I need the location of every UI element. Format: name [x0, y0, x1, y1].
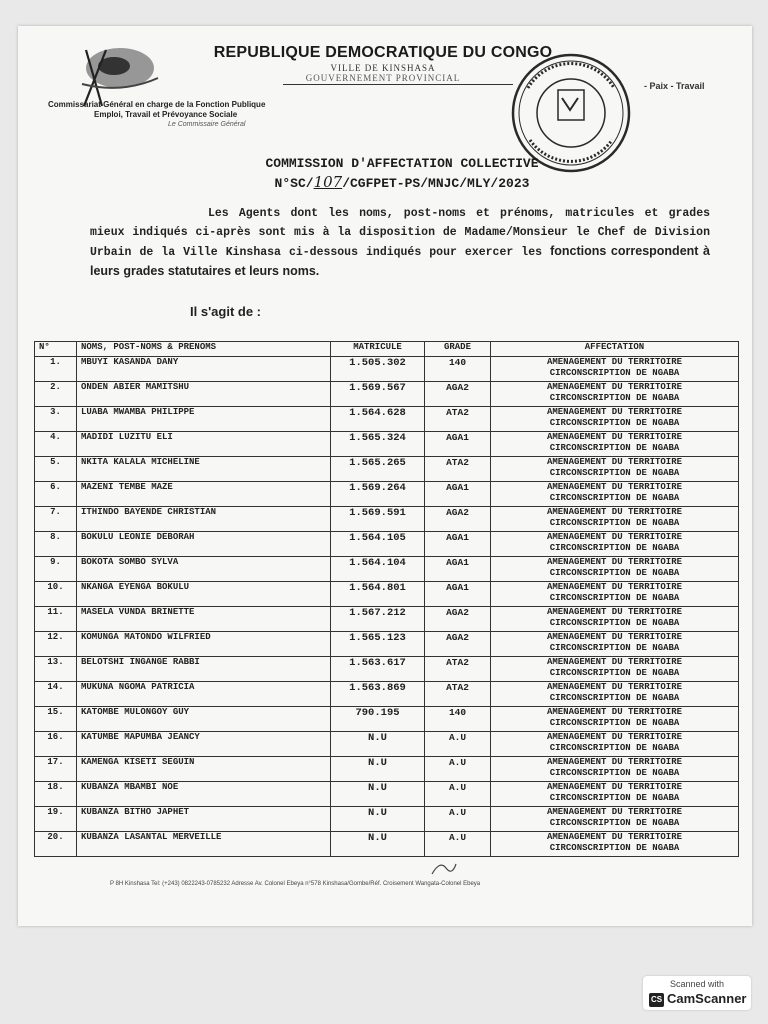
row-affectation-circonscription: CIRCONSCRIPTION DE NGABA: [549, 793, 680, 803]
row-name: KATOMBE MULONGOY GUY: [77, 707, 331, 732]
row-affectation-circonscription: CIRCONSCRIPTION DE NGABA: [549, 593, 680, 603]
row-num: 11.: [35, 607, 77, 632]
row-grade: AGA1: [425, 557, 491, 582]
country-name: REPUBLIQUE DEMOCRATIQUE DU CONGO: [213, 44, 553, 61]
row-matricule: 1.505.302: [331, 357, 425, 382]
row-matricule: 1.564.105: [331, 532, 425, 557]
row-affectation: [491, 607, 739, 632]
row-grade: AGA2: [425, 607, 491, 632]
watermark-caption: Scanned with: [669, 979, 725, 989]
row-matricule: 790.195: [331, 707, 425, 732]
row-affectation-circonscription: CIRCONSCRIPTION DE NGABA: [549, 543, 680, 553]
row-num: 15.: [35, 707, 77, 732]
table-row: [35, 632, 739, 657]
row-matricule: 1.564.628: [331, 407, 425, 432]
row-affectation-circonscription: CIRCONSCRIPTION DE NGABA: [549, 468, 680, 478]
row-affectation-service: AMENAGEMENT DU TERRITOIRE: [546, 557, 683, 567]
row-affectation-circonscription: CIRCONSCRIPTION DE NGABA: [549, 668, 680, 678]
table-row: [35, 657, 739, 682]
row-affectation-circonscription: CIRCONSCRIPTION DE NGABA: [549, 718, 680, 728]
commissariat-block: [48, 100, 338, 130]
row-grade: ATA2: [425, 407, 491, 432]
row-grade: AGA2: [425, 632, 491, 657]
table-row: [35, 807, 739, 832]
row-matricule: 1.563.869: [331, 682, 425, 707]
col-header-matricule: MATRICULE: [331, 342, 425, 357]
row-affectation-service: AMENAGEMENT DU TERRITOIRE: [546, 682, 683, 692]
row-name: ONDEN ABIER MAMITSHU: [77, 382, 331, 407]
row-grade: ATA2: [425, 682, 491, 707]
row-affectation-circonscription: CIRCONSCRIPTION DE NGABA: [549, 693, 680, 703]
row-name: MBUYI KASANDA DANY: [77, 357, 331, 382]
row-matricule: N.U: [331, 732, 425, 757]
col-header-grade: GRADE: [425, 342, 491, 357]
row-affectation-service: AMENAGEMENT DU TERRITOIRE: [546, 782, 683, 792]
agents-table-body: [35, 357, 739, 857]
row-grade: AGA1: [425, 582, 491, 607]
row-num: 14.: [35, 682, 77, 707]
row-num: 17.: [35, 757, 77, 782]
row-matricule: 1.565.265: [331, 457, 425, 482]
table-row: [35, 357, 739, 382]
row-affectation: [491, 707, 739, 732]
row-name: KUBANZA LASANTAL MERVEILLE: [77, 832, 331, 857]
row-name: ITHINDO BAYENDE CHRISTIAN: [77, 507, 331, 532]
row-affectation-service: AMENAGEMENT DU TERRITOIRE: [546, 382, 683, 392]
row-affectation: [491, 807, 739, 832]
list-lead: Il s'agit de :: [190, 304, 261, 319]
row-name: LUABA MWAMBA PHILIPPE: [77, 407, 331, 432]
row-affectation-circonscription: CIRCONSCRIPTION DE NGABA: [549, 443, 680, 453]
row-affectation: [491, 732, 739, 757]
row-grade: 140: [425, 707, 491, 732]
row-num: 8.: [35, 532, 77, 557]
row-affectation: [491, 557, 739, 582]
row-affectation: [491, 782, 739, 807]
col-header-name: NOMS, POST-NOMS & PRENOMS: [77, 342, 331, 357]
row-grade: A.U: [425, 782, 491, 807]
row-num: 19.: [35, 807, 77, 832]
row-affectation-service: AMENAGEMENT DU TERRITOIRE: [546, 757, 683, 767]
row-name: KUBANZA MBAMBI NOE: [77, 782, 331, 807]
signature-mark-icon: [428, 860, 458, 880]
city-name: VILLE DE KINSHASA: [330, 63, 436, 73]
row-name: KOMUNGA MATONDO WILFRIED: [77, 632, 331, 657]
row-name: KAMENGA KISETI SEGUIN: [77, 757, 331, 782]
row-affectation-service: AMENAGEMENT DU TERRITOIRE: [546, 532, 683, 542]
row-matricule: 1.569.591: [331, 507, 425, 532]
row-matricule: 1.569.264: [331, 482, 425, 507]
row-grade: A.U: [425, 807, 491, 832]
row-affectation-service: AMENAGEMENT DU TERRITOIRE: [546, 407, 683, 417]
row-affectation: [491, 382, 739, 407]
row-name: BOKULU LEONIE DEBORAH: [77, 532, 331, 557]
row-grade: A.U: [425, 757, 491, 782]
row-num: 18.: [35, 782, 77, 807]
table-row: [35, 507, 739, 532]
row-matricule: 1.564.104: [331, 557, 425, 582]
row-affectation-service: AMENAGEMENT DU TERRITOIRE: [546, 607, 683, 617]
document-title: COMMISSION D'AFFECTATION COLLECTIVE: [265, 156, 539, 171]
government-name: GOUVERNEMENT PROVINCIAL: [305, 73, 461, 83]
row-grade: A.U: [425, 732, 491, 757]
row-num: 6.: [35, 482, 77, 507]
row-num: 4.: [35, 432, 77, 457]
row-affectation: [491, 457, 739, 482]
watermark-brand: [649, 991, 746, 1007]
row-name: KUBANZA BITHO JAPHET: [77, 807, 331, 832]
row-affectation-service: AMENAGEMENT DU TERRITOIRE: [546, 807, 683, 817]
row-affectation-service: AMENAGEMENT DU TERRITOIRE: [546, 832, 683, 842]
row-grade: AGA1: [425, 432, 491, 457]
intro-paragraph: [90, 204, 710, 282]
row-name: NKITA KALALA MICHELINE: [77, 457, 331, 482]
row-affectation-service: AMENAGEMENT DU TERRITOIRE: [546, 632, 683, 642]
reference-number: 107: [313, 173, 343, 191]
row-grade: AGA1: [425, 482, 491, 507]
row-matricule: N.U: [331, 807, 425, 832]
row-num: 1.: [35, 357, 77, 382]
row-affectation: [491, 532, 739, 557]
table-row: [35, 482, 739, 507]
row-affectation: [491, 632, 739, 657]
row-affectation-service: AMENAGEMENT DU TERRITOIRE: [546, 582, 683, 592]
row-matricule: 1.569.567: [331, 382, 425, 407]
document-page: [18, 26, 752, 926]
row-affectation: [491, 482, 739, 507]
row-name: NKANGA EYENGA BOKULU: [77, 582, 331, 607]
row-affectation: [491, 657, 739, 682]
row-grade: AGA2: [425, 507, 491, 532]
row-grade: AGA1: [425, 532, 491, 557]
col-header-num: N°: [35, 342, 77, 357]
footer-address: P 8H Kinshasa Tel: (+243) 0822243-0785232 Adresse Av. Colonel Ebeya n°578 Kinshasa/Gombe/Réf. Croisement Wangata-Colonel Ebeya: [110, 881, 481, 887]
row-affectation: [491, 682, 739, 707]
row-affectation-circonscription: CIRCONSCRIPTION DE NGABA: [549, 568, 680, 578]
row-name: MASELA VUNDA BRINETTE: [77, 607, 331, 632]
row-name: BOKOTA SOMBO SYLVA: [77, 557, 331, 582]
watermark-brand-name: CamScanner: [667, 991, 747, 1006]
row-matricule: N.U: [331, 782, 425, 807]
table-row: [35, 757, 739, 782]
table-row: [35, 582, 739, 607]
national-motto: - Paix - Travail: [644, 81, 705, 91]
commissariat-line1: Commissariat Général en charge de la Fonction Publique: [48, 100, 266, 109]
row-affectation-service: AMENAGEMENT DU TERRITOIRE: [546, 432, 683, 442]
row-grade: A.U: [425, 832, 491, 857]
row-affectation-circonscription: CIRCONSCRIPTION DE NGABA: [549, 493, 680, 503]
table-row: [35, 407, 739, 432]
row-name: BELOTSHI INGANGE RABBI: [77, 657, 331, 682]
row-affectation-circonscription: CIRCONSCRIPTION DE NGABA: [549, 618, 680, 628]
row-num: 2.: [35, 382, 77, 407]
col-header-affectation: AFFECTATION: [491, 342, 739, 357]
row-matricule: 1.565.324: [331, 432, 425, 457]
row-num: 12.: [35, 632, 77, 657]
header-divider: [283, 84, 513, 85]
row-matricule: 1.567.212: [331, 607, 425, 632]
camscanner-logo-icon: CS: [649, 993, 664, 1007]
table-row: [35, 682, 739, 707]
row-matricule: 1.564.801: [331, 582, 425, 607]
agents-table: [34, 341, 739, 857]
row-affectation: [491, 832, 739, 857]
table-row: [35, 432, 739, 457]
row-affectation-service: AMENAGEMENT DU TERRITOIRE: [546, 357, 683, 367]
row-affectation-circonscription: CIRCONSCRIPTION DE NGABA: [549, 743, 680, 753]
row-affectation: [491, 357, 739, 382]
row-name: MADIDI LUZITU ELI: [77, 432, 331, 457]
row-num: 7.: [35, 507, 77, 532]
row-affectation-circonscription: CIRCONSCRIPTION DE NGABA: [549, 418, 680, 428]
row-name: MAZENI TEMBE MAZE: [77, 482, 331, 507]
row-affectation-circonscription: CIRCONSCRIPTION DE NGABA: [549, 818, 680, 828]
row-affectation: [491, 582, 739, 607]
row-num: 3.: [35, 407, 77, 432]
table-header-row: [35, 342, 739, 357]
row-affectation-circonscription: CIRCONSCRIPTION DE NGABA: [549, 768, 680, 778]
row-matricule: 1.565.123: [331, 632, 425, 657]
table-row: [35, 532, 739, 557]
row-affectation-circonscription: CIRCONSCRIPTION DE NGABA: [549, 843, 680, 853]
row-grade: 140: [425, 357, 491, 382]
row-affectation-service: AMENAGEMENT DU TERRITOIRE: [546, 457, 683, 467]
row-affectation-circonscription: CIRCONSCRIPTION DE NGABA: [549, 518, 680, 528]
table-row: [35, 782, 739, 807]
row-num: 9.: [35, 557, 77, 582]
row-num: 13.: [35, 657, 77, 682]
row-affectation-circonscription: CIRCONSCRIPTION DE NGABA: [549, 643, 680, 653]
row-matricule: 1.563.617: [331, 657, 425, 682]
row-grade: ATA2: [425, 657, 491, 682]
row-matricule: N.U: [331, 757, 425, 782]
row-affectation: [491, 407, 739, 432]
table-row: [35, 707, 739, 732]
row-affectation-circonscription: CIRCONSCRIPTION DE NGABA: [549, 393, 680, 403]
intro-text: Les Agents dont les noms, post-noms et prénoms, matricules et grades mieux indiqués ci-après sont mis à la disposition de Madame/Monsieur le Chef de Division Urbain de la Ville Kinshasa ci-dessous indiqués pour exercer les: [90, 207, 710, 259]
document-reference: [18, 173, 768, 191]
row-affectation-service: AMENAGEMENT DU TERRITOIRE: [546, 507, 683, 517]
row-matricule: N.U: [331, 832, 425, 857]
table-row: [35, 557, 739, 582]
row-grade: ATA2: [425, 457, 491, 482]
row-affectation: [491, 757, 739, 782]
commissaire-label: Le Commissaire Général: [168, 121, 246, 128]
commissariat-line2: Emploi, Travail et Prévoyance Sociale: [94, 110, 238, 119]
row-name: KATUMBE MAPUMBA JEANCY: [77, 732, 331, 757]
row-affectation: [491, 507, 739, 532]
row-affectation: [491, 432, 739, 457]
reference-suffix: /CGFPET-PS/MNJC/MLY/2023: [342, 176, 530, 191]
table-row: [35, 832, 739, 857]
table-row: [35, 607, 739, 632]
table-row: [35, 457, 739, 482]
row-num: 20.: [35, 832, 77, 857]
row-affectation-service: AMENAGEMENT DU TERRITOIRE: [546, 732, 683, 742]
reference-prefix: N°SC/: [274, 176, 314, 191]
row-affectation-circonscription: CIRCONSCRIPTION DE NGABA: [549, 368, 680, 378]
intro-text-bold: fonctions correspondent à leurs grades statutaires et leurs noms.: [90, 244, 711, 278]
row-affectation-service: AMENAGEMENT DU TERRITOIRE: [546, 707, 683, 717]
row-affectation-service: AMENAGEMENT DU TERRITOIRE: [546, 657, 683, 667]
row-num: 16.: [35, 732, 77, 757]
row-grade: AGA2: [425, 382, 491, 407]
row-name: MUKUNA NGOMA PATRICIA: [77, 682, 331, 707]
table-row: [35, 732, 739, 757]
camscanner-watermark: [643, 976, 751, 1010]
row-num: 10.: [35, 582, 77, 607]
table-row: [35, 382, 739, 407]
row-affectation-service: AMENAGEMENT DU TERRITOIRE: [546, 482, 683, 492]
row-num: 5.: [35, 457, 77, 482]
